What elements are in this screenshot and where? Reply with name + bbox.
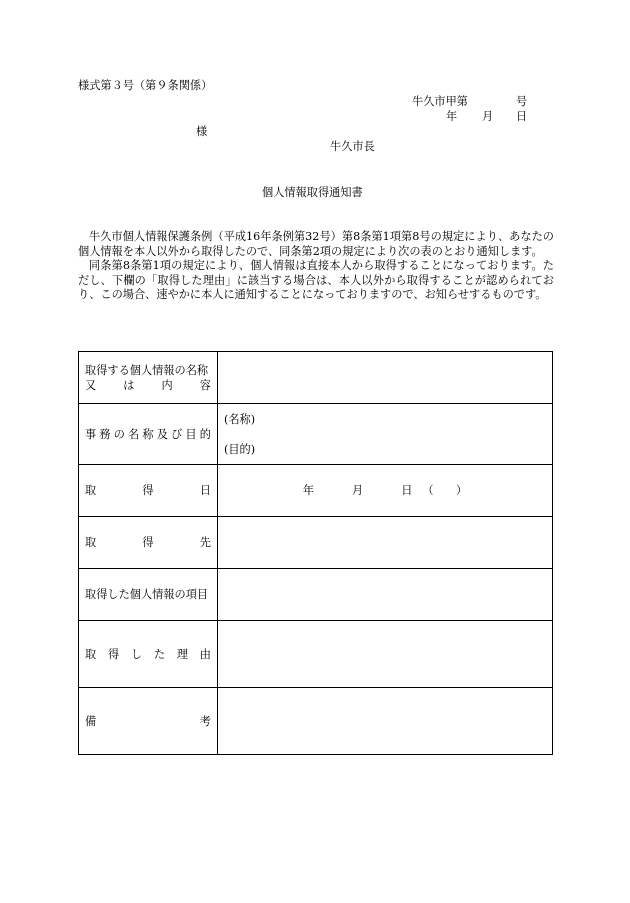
purpose-label: (目的) xyxy=(224,442,256,456)
name-label: (名称) xyxy=(224,412,256,426)
doc-number-suffix: 号 xyxy=(516,95,528,108)
doc-number-prefix: 牛久市甲第 xyxy=(412,95,468,108)
paragraph-1: 牛久市個人情報保護条例（平成16年条例第32号）第8条第1項第8号の規定により、あなたの個人情報を本人以外から取得したので、同条第2項の規定により次の表のとおり通知します。 xyxy=(78,230,554,258)
value-items[interactable] xyxy=(218,569,553,621)
label-info-name: 取得する個人情報の名称 xyxy=(85,363,209,377)
date-day: 日 xyxy=(516,110,528,123)
sender: 牛久市長 xyxy=(330,140,375,153)
label-remarks: 備 考 xyxy=(85,714,211,728)
form-number: 様式第３号（第９条関係） xyxy=(78,79,213,92)
row-items xyxy=(79,569,553,621)
value-remarks[interactable] xyxy=(218,688,553,755)
row-acquired-date xyxy=(79,465,553,517)
row-remarks xyxy=(79,688,553,755)
body-text xyxy=(78,230,554,303)
label-source: 取 得 先 xyxy=(85,536,211,549)
value-business[interactable] xyxy=(218,404,553,465)
info-table xyxy=(78,351,553,755)
label-business: 事 務 の 名 称 及 び 目 的 xyxy=(85,427,211,441)
row-business xyxy=(79,404,553,465)
addressee-suffix: 様 xyxy=(196,125,208,138)
value-source[interactable] xyxy=(218,517,553,569)
paragraph-2: 同条第8条第1項の規定により、個人情報は直接本人から取得することになっております。ただし、下欄の「取得した理由」に該当する場合は、本人以外から取得することが認められており、この場合、速やかに本人に通知することになっておりますので、お知らせするものです。 xyxy=(78,259,554,302)
date-weekday-paren: （ ） xyxy=(422,484,468,497)
value-reason[interactable] xyxy=(218,621,553,688)
value-acquired-date[interactable] xyxy=(218,465,553,517)
date-year: 年 xyxy=(446,110,458,123)
label-acquired-date: 取 得 日 xyxy=(85,484,211,497)
date-month-label: 月 xyxy=(352,484,364,497)
label-or-content: 又 は 内 容 xyxy=(85,378,211,392)
label-items: 取得した個人情報の項目 xyxy=(85,588,209,601)
value-info-name[interactable] xyxy=(218,352,553,404)
row-source xyxy=(79,517,553,569)
date-day-label: 日 xyxy=(401,484,413,497)
date-month: 月 xyxy=(482,110,494,123)
date-year-label: 年 xyxy=(302,484,315,497)
row-reason xyxy=(79,621,553,688)
label-reason: 取 得 し た 理 由 xyxy=(85,647,211,661)
row-info-name xyxy=(79,352,553,404)
document-title: 個人情報取得通知書 xyxy=(262,186,363,199)
